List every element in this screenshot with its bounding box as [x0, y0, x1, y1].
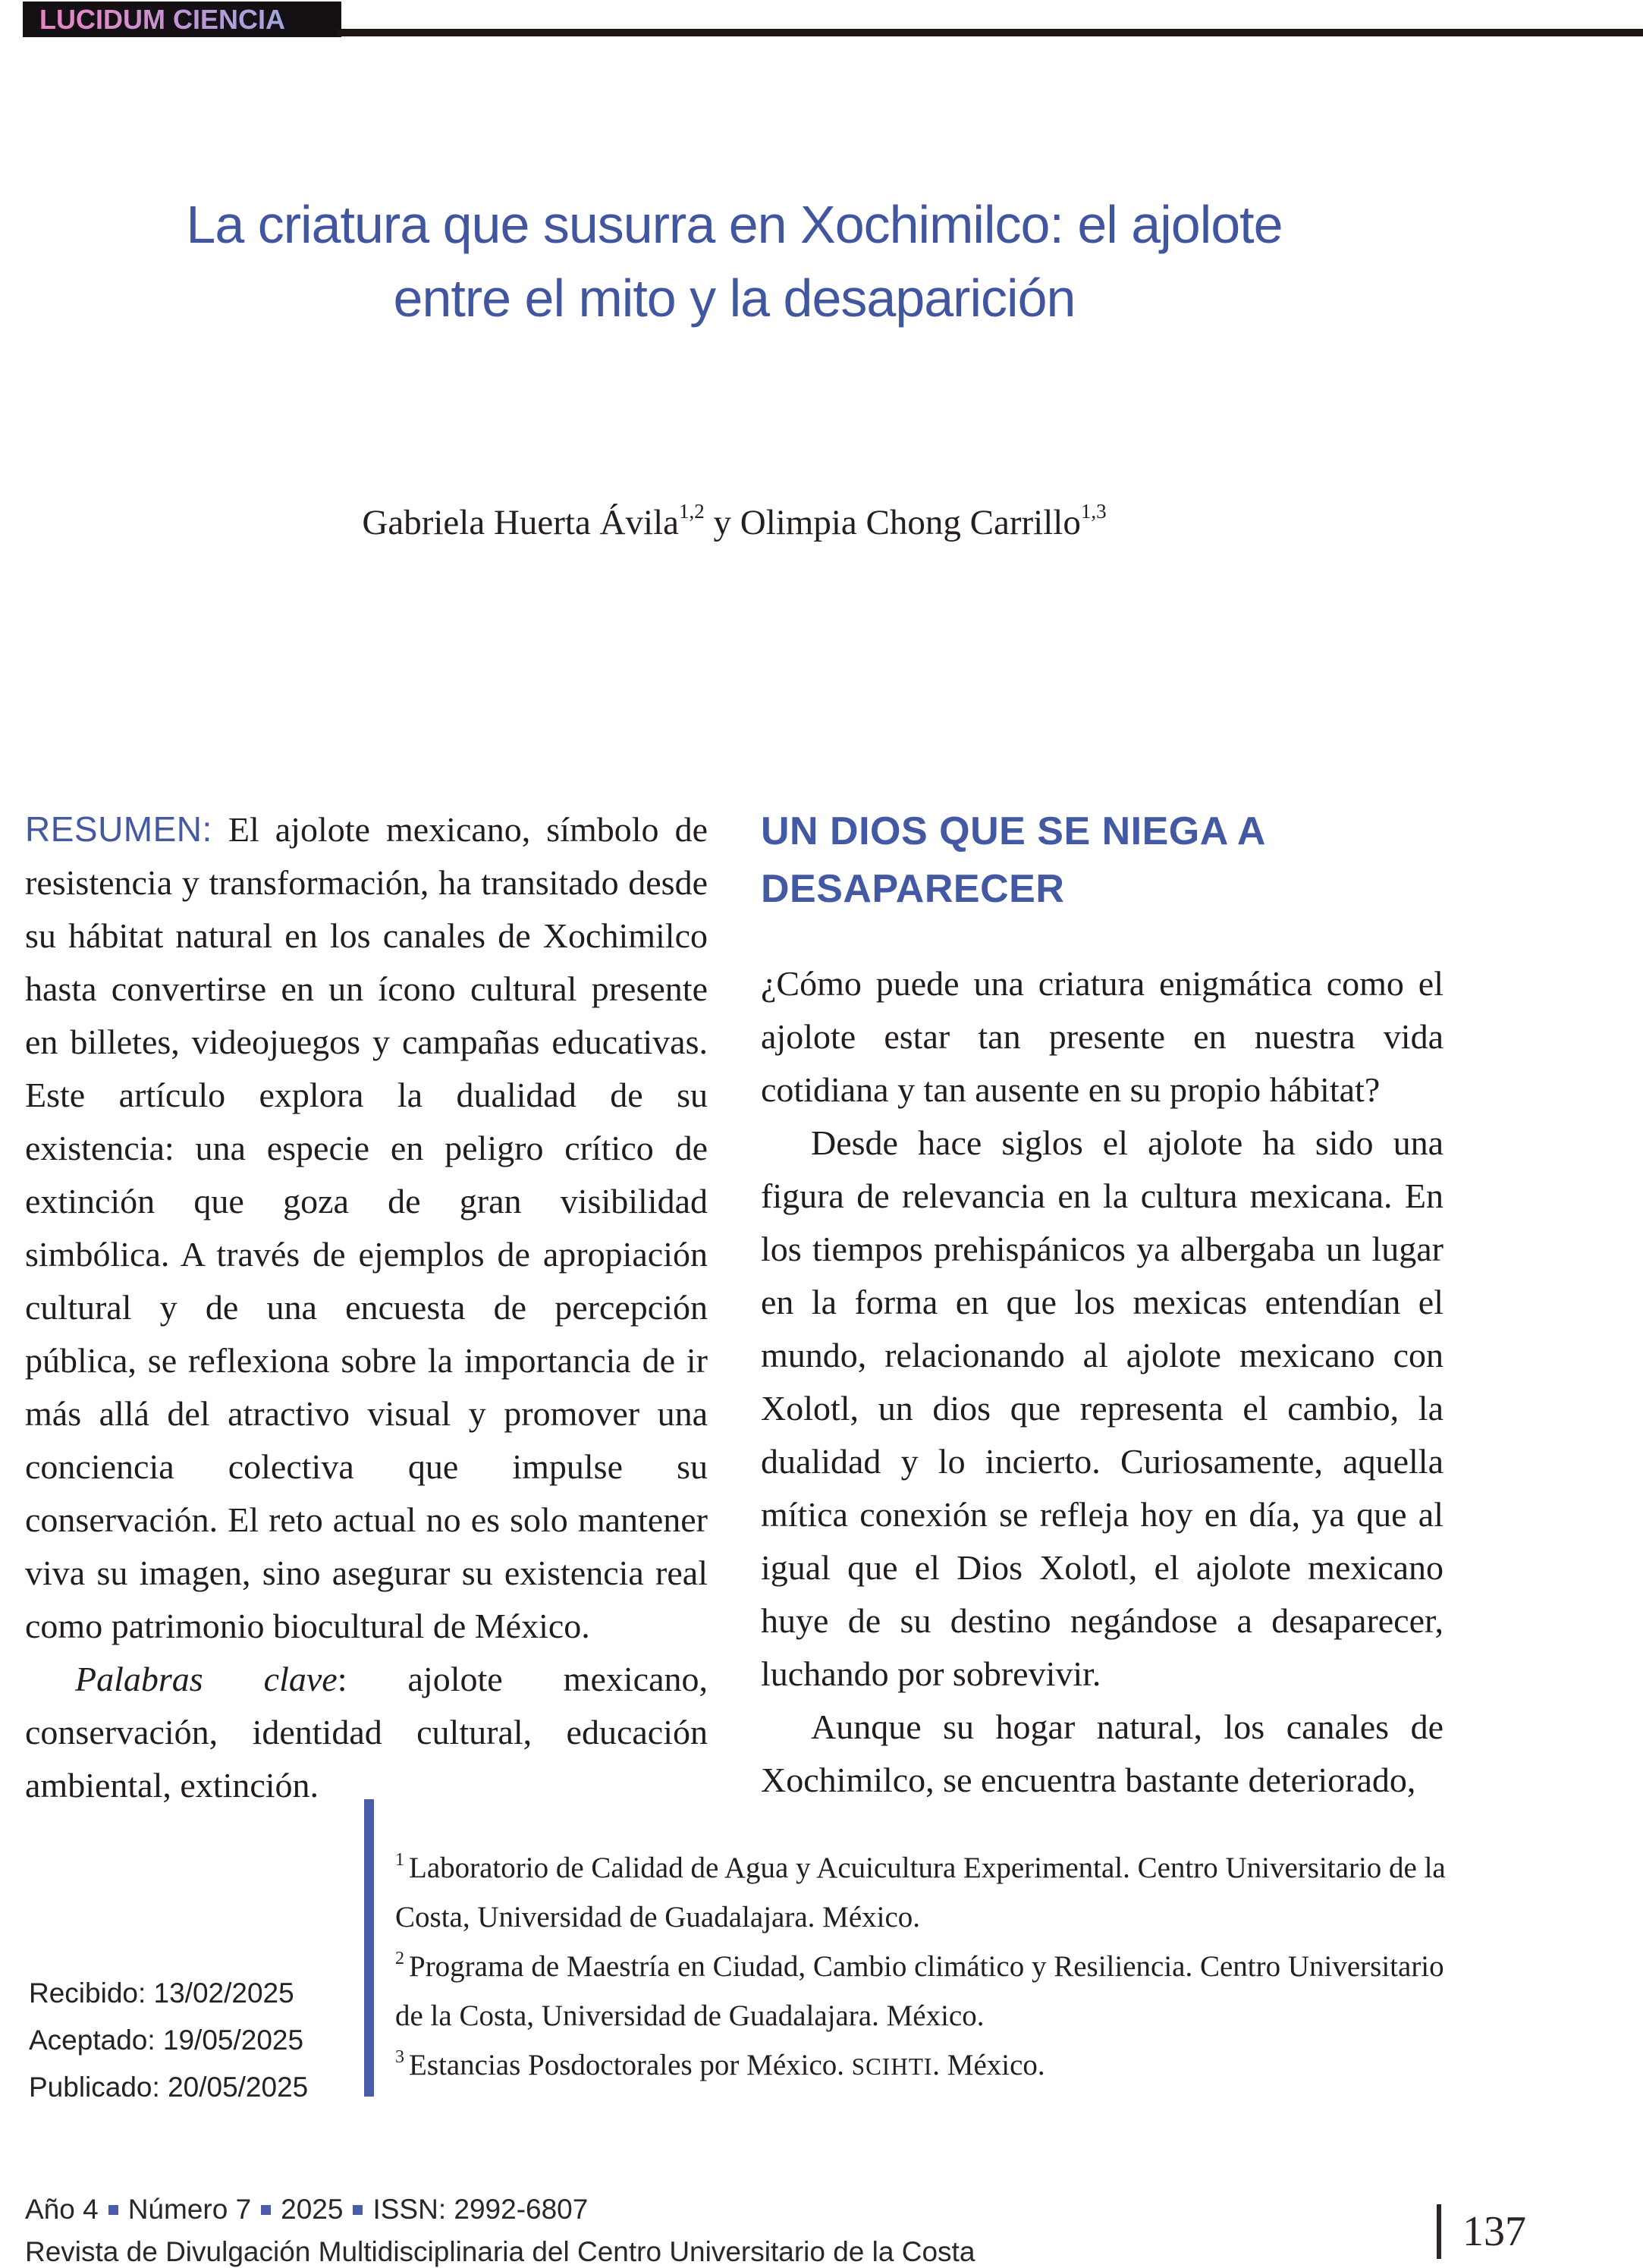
section-heading-line-1: UN DIOS QUE SE NIEGA A [761, 809, 1266, 853]
footnote-3-text-before: Estancias Posdoctorales por México. [409, 2049, 852, 2081]
footnote-3-num: 3 [395, 2047, 404, 2067]
author-2-affiliation-sup: 1,3 [1080, 500, 1107, 523]
issue-number: Número 7 [127, 2194, 252, 2225]
footnote-1-text: Laboratorio de Calidad de Agua y Acuicultura Experimental. Centro Universitario de la Costa, Universidad de Guadalajara. México. [395, 1852, 1446, 1933]
separator-square-icon [353, 2205, 363, 2215]
author-2-name: Olimpia Chong Carrillo [740, 503, 1081, 542]
keywords-label: Palabras clave [75, 1660, 338, 1698]
abstract-column [25, 803, 708, 1812]
footnote-2-text: Programa de Maestría en Ciudad, Cambio climático y Resiliencia. Centro Universitario de la Costa, Universidad de Guadalajara. México. [395, 1950, 1444, 2032]
keywords-text: : ajolote mexicano, conservación, identidad cultural, educación ambiental, extinción. [25, 1660, 708, 1805]
footnote-3-text-after: . México. [932, 2049, 1045, 2081]
journal-logo-box [23, 2, 341, 37]
section-column [761, 803, 1444, 1807]
header-rule [337, 29, 1643, 36]
footnote-2 [395, 1942, 1450, 2040]
author-1-name: Gabriela Huerta Ávila [362, 503, 679, 542]
footnote-1 [395, 1843, 1450, 1942]
received-date: Recibido: 13/02/2025 [29, 1977, 294, 2009]
journal-logo-text: LUCIDUM CIENCIA [23, 4, 285, 36]
authors-connector: y [704, 503, 740, 542]
journal-name-line: Revista de Divulgación Multidisciplinaria del Centro Universitario de la Costa [25, 2236, 975, 2267]
issue-year: Año 4 [25, 2194, 99, 2225]
page-number: 137 [1462, 2208, 1526, 2255]
section-heading [761, 803, 1444, 918]
article-title [25, 188, 1444, 335]
page-number-divider [1437, 2204, 1441, 2259]
footnote-3 [395, 2040, 1450, 2091]
section-paragraph-3: Aunque su hogar natural, los canales de Xochimilco, se encuentra bastante deteriorado, [761, 1707, 1444, 1799]
abstract-text: El ajolote mexicano, símbolo de resistencia y transformación, ha transitado desde su hábitat natural en los canales de Xochimilco hasta convertirse en un ícono cultural presente en billetes, videojuegos y campañas educativas. Este artículo explora la dualidad de su existencia: una especie en peligro crítico de extinción que goza de gran visibilidad simbólica. A través de ejemplos de apropiación cultural y de una encuesta de percepción pública, se reflexiona sobre la importancia de ir más allá del atractivo visual y promover una conciencia colectiva que impulse su conservación. El reto actual no es solo mantener viva su imagen, sino asegurar su existencia real como patrimonio biocultural de México. [25, 810, 708, 1645]
published-date: Publicado: 20/05/2025 [29, 2072, 309, 2103]
author-1-affiliation-sup: 1,2 [679, 500, 705, 523]
title-line-2: entre el mito y la desaparición [393, 269, 1076, 328]
footnote-1-num: 1 [395, 1850, 404, 1870]
accepted-date: Aceptado: 19/05/2025 [29, 2025, 304, 2056]
keywords-paragraph [25, 1653, 708, 1812]
footnotes-block [395, 1843, 1450, 2091]
publication-year: 2025 [281, 2194, 344, 2225]
section-paragraph-1: ¿Cómo puede una criatura enigmática como el ajolote estar tan presente en nuestra vida cotidiana y tan ausente en su propio hábitat? [761, 964, 1444, 1109]
footnote-2-num: 2 [395, 1949, 404, 1968]
abstract-label: RESUMEN: [25, 809, 212, 849]
footer-info [25, 2194, 975, 2268]
footnote-divider [364, 1799, 374, 2097]
title-line-1: La criatura que susurra en Xochimilco: el ajolote [186, 195, 1283, 254]
footnote-3-institution: SCIHTI [851, 2053, 933, 2080]
section-heading-line-2: DESAPARECER [761, 867, 1065, 911]
section-paragraph-2: Desde hace siglos el ajolote ha sido una figura de relevancia en la cultura mexicana. En los tiempos prehispánicos ya albergaba un lugar en la forma en que los mexicas entendían el mundo, relacionando al ajolote mexicano con Xolotl, un dios que representa el cambio, la dualidad y lo incierto. Curiosamente, aquella mítica conexión se refleja hoy en día, ya que al igual que el Dios Xolotl, el ajolote mexicano huye de su destino negándose a desaparecer, luchando por sobrevivir. [761, 1123, 1444, 1693]
separator-square-icon [261, 2205, 271, 2215]
issue-info-line [25, 2194, 975, 2226]
separator-square-icon [108, 2205, 118, 2215]
issn: ISSN: 2992-6807 [372, 2194, 589, 2225]
dates-block [29, 1970, 308, 2111]
abstract-paragraph [25, 803, 708, 1653]
authors-line [25, 502, 1444, 543]
